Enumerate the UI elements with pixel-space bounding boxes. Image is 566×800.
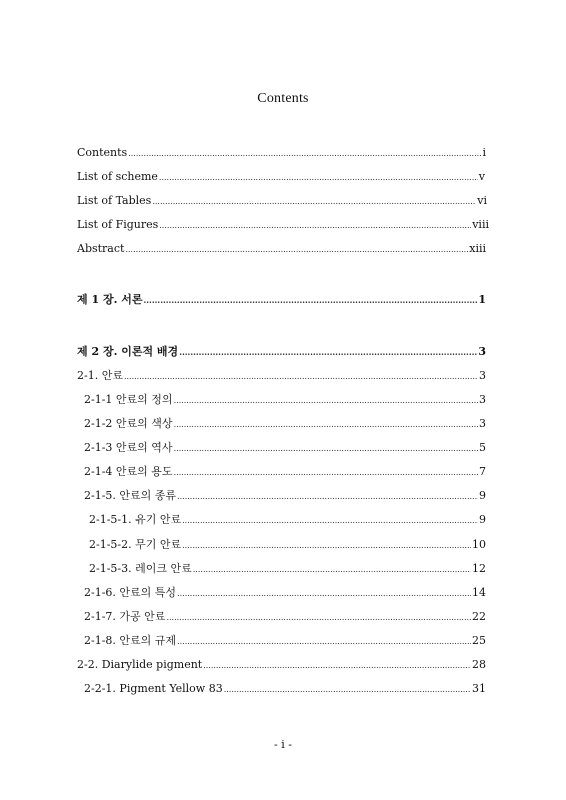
leader-dots	[152, 194, 476, 209]
toc-entry-label: 2-1-6. 안료의 특성	[84, 586, 177, 599]
toc-entry-page: 25	[472, 634, 486, 647]
leader-dots	[224, 682, 471, 697]
toc-entry-abstract[interactable]	[77, 242, 486, 257]
toc-entry-page: 9	[479, 513, 486, 526]
toc-entry-2-1[interactable]	[77, 369, 486, 384]
toc-entry-label: 2-1-3 안료의 역사	[84, 441, 173, 454]
leader-dots	[125, 242, 468, 257]
toc-entry-label: Contents	[77, 146, 128, 159]
toc-entry-label: 2-1-8. 안료의 규제	[84, 634, 177, 647]
toc-entry-label: 2-1-5. 안료의 종류	[84, 489, 177, 502]
toc-entry-list-of-figures[interactable]	[77, 218, 489, 233]
page-title: Contents	[257, 91, 309, 106]
leader-dots	[177, 586, 471, 601]
toc-entry-contents[interactable]	[77, 146, 486, 161]
toc-entry-label: 2-1-5-2. 무기 안료	[89, 538, 182, 551]
toc-entry-page: 9	[479, 489, 486, 502]
toc-entry-page: 3	[479, 369, 486, 382]
toc-entry-label: Abstract	[77, 242, 125, 255]
toc-entry-page: 5	[479, 441, 486, 454]
leader-dots	[174, 465, 478, 480]
toc-entry-page: 28	[472, 658, 486, 671]
toc-entry-label: 2-1-5-1. 유기 안료	[89, 513, 182, 526]
toc-entry-label: 2-2. Diarylide pigment	[77, 658, 203, 671]
leader-dots	[159, 218, 471, 233]
leader-dots	[174, 393, 478, 408]
toc-entry-label: 2-1-1 안료의 정의	[84, 393, 173, 406]
toc-entry-2-2-1[interactable]	[84, 682, 486, 697]
leader-dots	[143, 293, 477, 307]
toc-entry-2-1-8[interactable]	[84, 634, 486, 649]
toc-entry-label: 2-2-1. Pigment Yellow 83	[84, 682, 223, 695]
toc-entry-2-1-6[interactable]	[84, 586, 486, 601]
toc-entry-list-of-tables[interactable]	[77, 194, 487, 209]
toc-entry-2-2[interactable]	[77, 658, 486, 673]
toc-entry-page: 22	[472, 610, 486, 623]
leader-dots	[179, 345, 477, 359]
toc-entry-label: List of Tables	[77, 194, 152, 207]
leader-dots	[124, 369, 478, 384]
toc-entry-label: List of Figures	[77, 218, 159, 231]
leader-dots	[177, 634, 471, 649]
toc-entry-page: v	[478, 170, 485, 183]
toc-entry-page: 14	[472, 586, 486, 599]
toc-entry-chapter-1[interactable]	[77, 293, 486, 307]
toc-entry-page: 3	[479, 417, 486, 430]
page-number-footer: - i -	[274, 738, 292, 751]
toc-entry-2-1-5[interactable]	[84, 489, 486, 504]
toc-entry-label: 제 2 장. 이론적 배경	[77, 345, 179, 358]
toc-entry-label: List of scheme	[77, 170, 158, 183]
toc-entry-label: 제 1 장. 서론	[77, 293, 143, 306]
toc-entry-page: i	[482, 146, 486, 159]
toc-entry-page: 3	[478, 345, 486, 358]
leader-dots	[203, 658, 471, 673]
toc-entry-2-1-5-1[interactable]	[89, 513, 486, 528]
toc-entry-page: vi	[477, 194, 487, 207]
toc-entry-2-1-3[interactable]	[84, 441, 486, 456]
toc-entry-page: xiii	[469, 242, 486, 255]
toc-entry-page: 31	[472, 682, 486, 695]
leader-dots	[159, 170, 478, 185]
toc-entry-2-1-5-2[interactable]	[89, 538, 486, 553]
toc-entry-label: 2-1-4 안료의 용도	[84, 465, 173, 478]
toc-entry-label: 2-1-2 안료의 색상	[84, 417, 173, 430]
toc-entry-label: 2-1-7. 가공 안료	[84, 610, 166, 623]
toc-entry-page: 12	[472, 562, 486, 575]
leader-dots	[174, 441, 478, 456]
leader-dots	[174, 417, 478, 432]
toc-entry-list-of-scheme[interactable]	[77, 170, 485, 185]
toc-entry-page: 10	[472, 538, 486, 551]
toc-entry-label: 2-1-5-3. 레이크 안료	[89, 562, 192, 575]
toc-entry-2-1-5-3[interactable]	[89, 562, 486, 577]
toc-entry-page: 7	[479, 465, 486, 478]
leader-dots	[177, 489, 478, 504]
toc-entry-page: 3	[479, 393, 486, 406]
toc-entry-2-1-4[interactable]	[84, 465, 486, 480]
toc-entry-page: viii	[472, 218, 489, 231]
toc-entry-2-1-2[interactable]	[84, 417, 486, 432]
leader-dots	[182, 513, 478, 528]
toc-entry-page: 1	[478, 293, 486, 306]
leader-dots	[166, 610, 471, 625]
toc-entry-2-1-7[interactable]	[84, 610, 486, 625]
leader-dots	[128, 146, 481, 161]
leader-dots	[182, 538, 471, 553]
leader-dots	[193, 562, 471, 577]
toc-entry-chapter-2[interactable]	[77, 345, 486, 359]
toc-entry-label: 2-1. 안료	[77, 369, 123, 382]
toc-entry-2-1-1[interactable]	[84, 393, 486, 408]
